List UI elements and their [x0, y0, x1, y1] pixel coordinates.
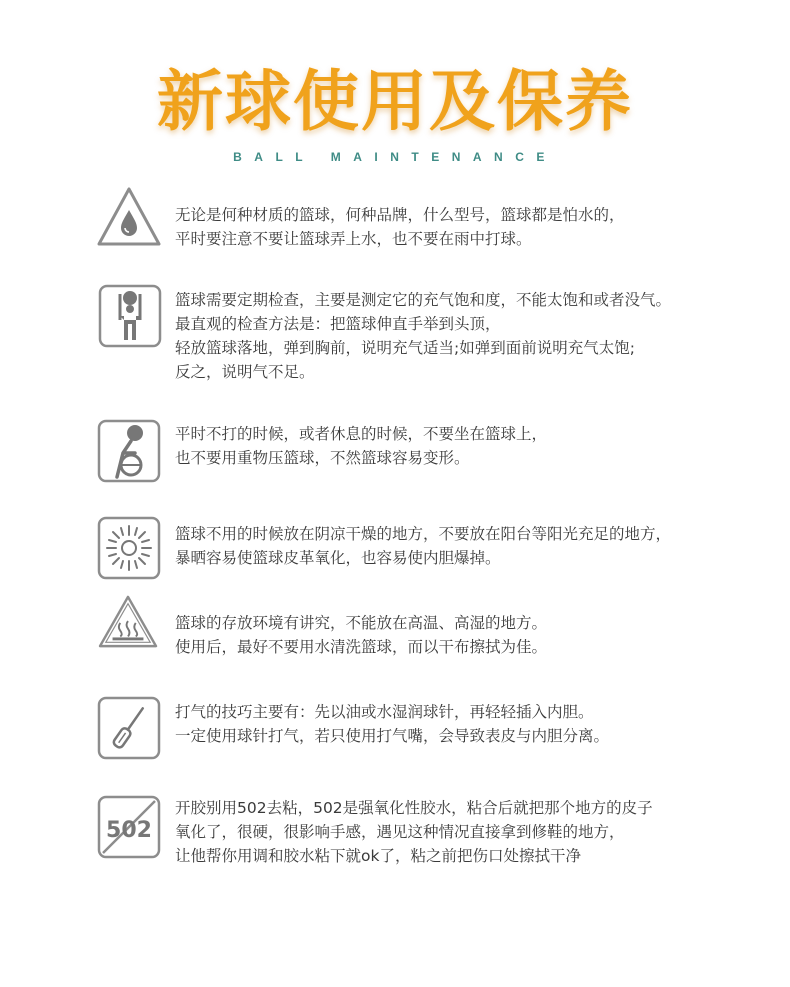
tip-text-line: 篮球的存放环境有讲究，不能放在高温、高湿的地方。 — [175, 614, 548, 632]
tip-text-line: 让他帮你用调和胶水粘下就ok了，粘之前把伤口处擦拭干净 — [175, 847, 581, 865]
tip-text-line: 也不要用重物压篮球，不然篮球容易变形。 — [175, 449, 470, 467]
icon-502-label: 502 — [106, 818, 152, 843]
page-subtitle: BALL MAINTENANCE — [233, 150, 557, 164]
tip-text-line: 开胶别用502去粘，502是强氧化性胶水，粘合后就把那个地方的皮子 — [175, 799, 653, 817]
person-sitting-on-ball-icon — [97, 419, 161, 483]
tip-text-line: 使用后，最好不要用水清洗篮球，而以干布擦拭为佳。 — [175, 638, 548, 656]
tip-text-line: 氧化了，很硬，很影响手感，遇见这种情况直接拿到修鞋的地方， — [175, 823, 625, 841]
tip-text-line: 轻放篮球落地，弹到胸前，说明充气适当;如弹到面前说明充气太饱; — [175, 339, 635, 357]
page-title: 新球使用及保养 — [157, 63, 633, 140]
tip-text-line: 反之，说明气不足。 — [175, 363, 315, 381]
tip-text-line: 篮球需要定期检查，主要是测定它的充气饱和度，不能太饱和或者没气。 — [175, 291, 672, 309]
sun-icon — [97, 516, 161, 580]
tip-text-line: 打气的技巧主要有：先以油或水湿润球针，再轻轻插入内胆。 — [175, 703, 594, 721]
tip-text-line: 平时不打的时候，或者休息的时候，不要坐在篮球上， — [175, 425, 548, 443]
tip-text-line: 篮球不用的时候放在阴凉干燥的地方，不要放在阳台等阳光充足的地方， — [175, 525, 672, 543]
no-502-glue-icon — [97, 795, 161, 859]
tip-text-line: 无论是何种材质的篮球，何种品牌，什么型号，篮球都是怕水的， — [175, 206, 625, 224]
inflation-needle-icon — [97, 696, 161, 760]
tip-text-line: 最直观的检查方法是：把篮球伸直手举到头顶， — [175, 315, 501, 333]
heat-warning-icon — [97, 594, 159, 650]
water-warning-icon — [97, 186, 161, 250]
tip-text-line: 一定使用球针打气，若只使用打气嘴，会导致表皮与内胆分离。 — [175, 727, 610, 745]
person-ball-overhead-icon — [98, 284, 162, 348]
tip-text-line: 平时要注意不要让篮球弄上水，也不要在雨中打球。 — [175, 230, 532, 248]
tip-text-line: 暴晒容易使篮球皮革氧化，也容易使内胆爆掉。 — [175, 549, 501, 567]
